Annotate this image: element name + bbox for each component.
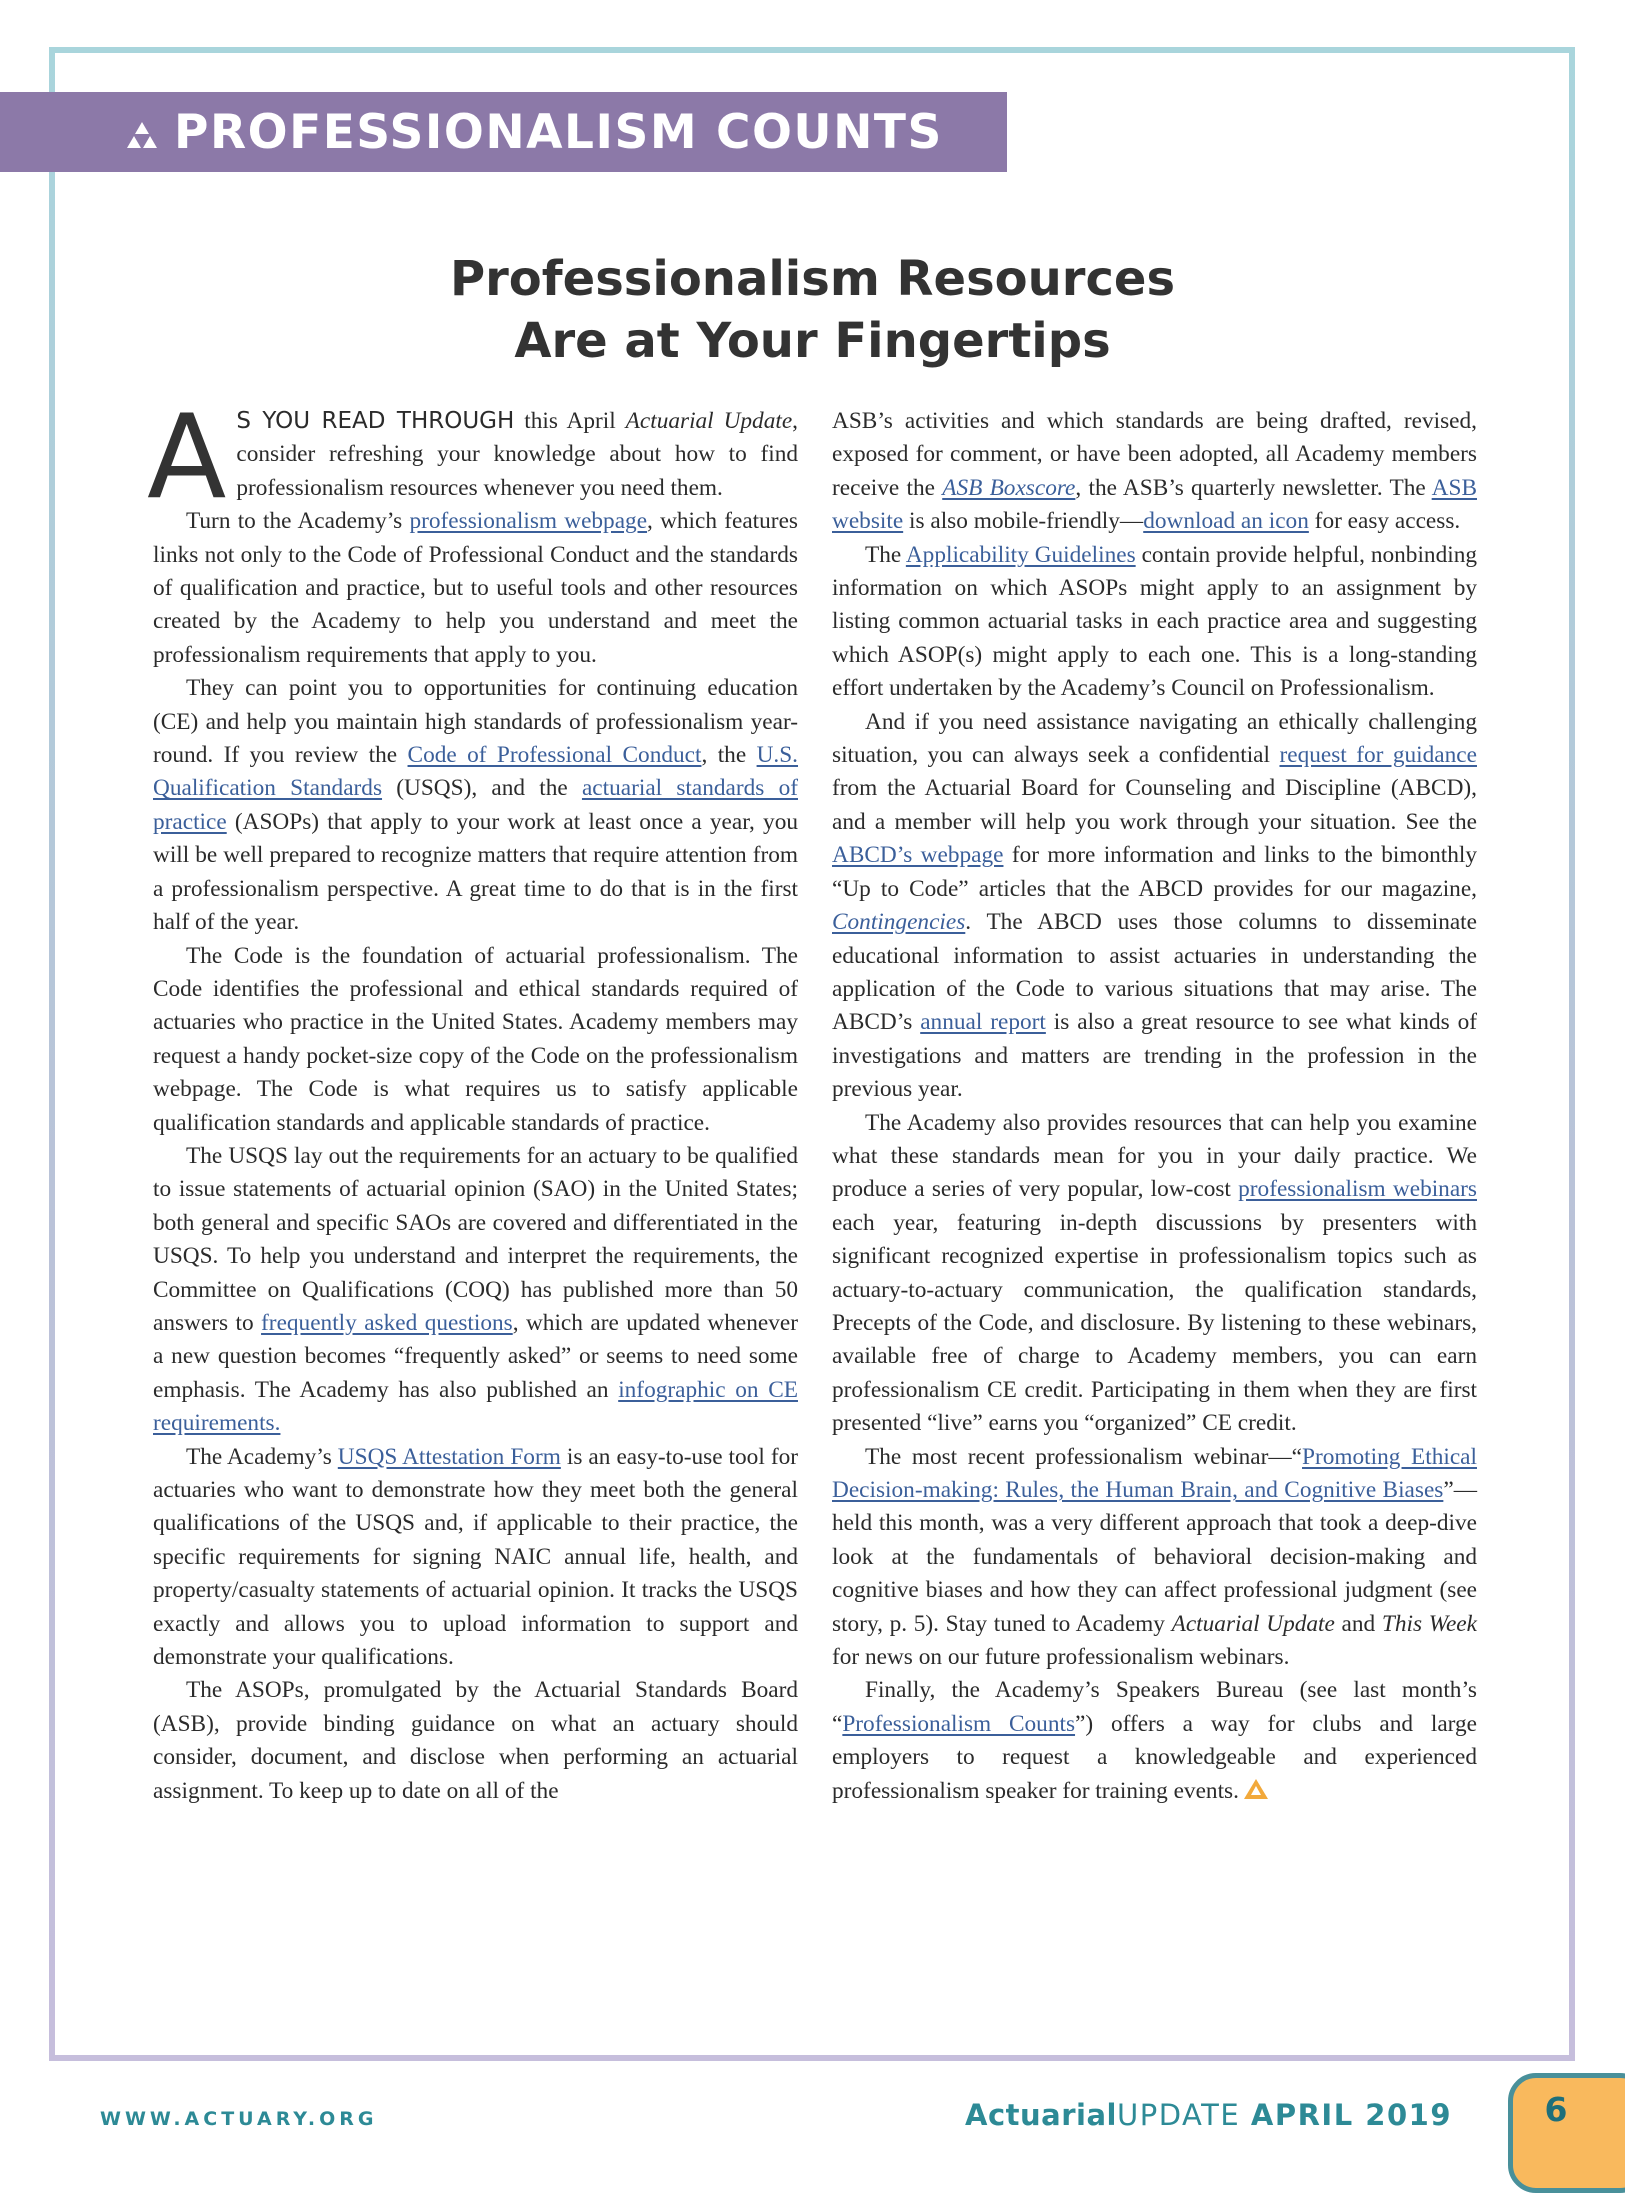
footer-url[interactable]: WWW.ACTUARY.ORG: [100, 2108, 378, 2130]
paragraph: [832, 1674, 1477, 1808]
end-of-article-triangle-icon: [1243, 1778, 1269, 1800]
publication-name: Actuarial Update: [625, 408, 793, 434]
left-column: [147, 390, 799, 1808]
paragraph: [832, 1107, 1477, 1441]
text: for more information and links to the bimonthly “Up to Code” articles that the ABCD provides for our magazine,: [832, 842, 1477, 902]
text: , consider refreshing your knowledge about how to find professionalism resources whenever you need them.: [236, 408, 798, 501]
text: Turn to the Academy’s: [186, 508, 410, 535]
paragraph: [153, 1441, 798, 1675]
text: each year, featuring in-depth discussions by presenters with significant recognized expertise in professionalism topics such as actuary-to-actuary communication, the qualification standards, Precepts of the Code, and disclosure. By listening to these webinars, available free of charge to Academy members, you can earn professionalism CE credit. Participating in them when they are first presented “live” earns you “organized” CE credit.: [832, 1209, 1477, 1437]
pub-name-part-2: UPDATE: [1117, 2098, 1241, 2132]
text: is also a great resource to see what kinds of investigations and matters are trending in the profession in the previous year.: [832, 1009, 1478, 1103]
annual-report-link[interactable]: annual report: [920, 1009, 1046, 1036]
text: (ASOPs) that apply to your work at least once a year, you will be well prepared to recognize matters that require attention from a professionalism perspective. A great time to do that is in the first half of the year.: [153, 808, 798, 936]
text: The most recent professionalism webinar—“: [865, 1443, 1303, 1470]
code-of-conduct-link[interactable]: Code of Professional Conduct: [407, 742, 702, 769]
text: The USQS lay out the requirements for an actuary to be qualified to issue statements of actuarial opinion (SAO) in the United States; both general and specific SAOs are covered and differentiated in the USQS. To help you understand and interpret the requirements, the Committee on Qualifications (COQ) has published more than 50 answers to: [153, 1142, 798, 1336]
abcd-webpage-link[interactable]: ABCD’s webpage: [832, 842, 1004, 869]
text: contain provide helpful, nonbinding information on which ASOPs might apply to an assignment by listing common actuarial tasks in each practice area and suggesting which ASOP(s) might apply to each one. This is a long-standing effort undertaken by the Academy’s Council on Professionalism.: [832, 541, 1477, 702]
title-line-1: Professionalism Resources: [449, 251, 1176, 307]
professionalism-webinars-link[interactable]: professionalism webinars: [1238, 1176, 1477, 1203]
text: And if you need assistance navigating an ethically challenging situation, you can always seek a confidential: [832, 708, 1477, 769]
paragraph: [832, 539, 1477, 706]
text: Finally, the Academy’s Speakers Bureau (see last month’s “: [832, 1677, 1477, 1737]
asops-link[interactable]: actuarial standards of practice: [153, 775, 798, 835]
text: , which are updated whenever a new question becomes “frequently asked” or seems to need some emphasis. The Academy has also published an: [153, 1309, 798, 1403]
request-for-guidance-link[interactable]: request for guidance: [1279, 742, 1477, 769]
article-title: [300, 248, 1325, 372]
webinar-title-link[interactable]: Promoting Ethical Decision-making: Rules, the Human Brain, and Cognitive Biases: [832, 1443, 1477, 1503]
publication-name: Actuarial Update: [1171, 1610, 1335, 1637]
paragraph: [153, 1674, 798, 1808]
ce-infographic-link[interactable]: infographic on CE requirements.: [153, 1376, 798, 1437]
professionalism-counts-link[interactable]: Professionalism Counts: [842, 1710, 1076, 1737]
contingencies-link[interactable]: [832, 909, 965, 935]
professionalism-webpage-link[interactable]: professionalism webpage: [409, 508, 648, 535]
text: for news on our future professionalism webinars.: [832, 1644, 1290, 1671]
asb-boxscore-text: ASB Boxscore: [942, 474, 1076, 501]
section-label: PROFESSIONALISM COUNTS: [174, 104, 943, 160]
download-icon-link[interactable]: download an icon: [1143, 508, 1309, 535]
paragraph: [832, 1441, 1477, 1675]
paragraph: [153, 505, 798, 672]
text: from the Actuarial Board for Counseling and Discipline (ABCD), and a member will help you work through your situation. See the: [832, 775, 1477, 835]
text: is an easy-to-use tool for actuaries who want to demonstrate how they meet both the general qualifications of the USQS and, if applicable to their practice, the specific requirements for signing NAIC annual life, health, and property/casualty statements of actuarial opinion. It tracks the USQS exactly and allows you to upload information to support and demonstrate your qualifications.: [153, 1443, 798, 1671]
text: for easy access.: [1308, 508, 1461, 535]
usqs-attestation-form-link[interactable]: USQS Attestation Form: [337, 1443, 561, 1470]
asb-boxscore-link[interactable]: [942, 475, 1075, 501]
text: is also mobile-friendly—: [903, 508, 1144, 535]
lead-in: S YOU READ THROUGH: [236, 408, 515, 434]
paragraph: [153, 940, 798, 1140]
text: ”—held this month, was a very different approach that took a deep-dive look at the fundamentals of behavioral decision-making and cognitive biases and how they can affect professional judgment (see story, p. 5). Stay tuned to Academy: [832, 1477, 1477, 1637]
faq-link[interactable]: frequently asked questions: [261, 1309, 513, 1336]
text: The: [865, 541, 906, 568]
title-line-2: Are at Your Fingertips: [514, 313, 1111, 369]
text: The ASOPs, promulgated by the Actuarial Standards Board (ASB), provide binding guidance on what an actuary should consider, document, and disclose when performing an actuarial assignment. To keep up to date on all of the: [153, 1677, 798, 1804]
asb-website-link[interactable]: ASB website: [832, 474, 1477, 535]
usqs-link[interactable]: U.S. Qualification Standards: [153, 742, 799, 802]
text: (USQS), and the: [382, 775, 582, 802]
text: , the ASB’s quarterly newsletter. The: [1075, 474, 1432, 501]
drop-cap: A: [147, 390, 227, 525]
right-column: [832, 405, 1477, 1808]
text: They can point you to opportunities for continuing education (CE) and help you maintain high standards of professionalism year-round. If you review the: [153, 675, 798, 769]
text: ”) offers a way for clubs and large employers to request a knowledgeable and experienced professionalism speaker for training events.: [832, 1710, 1478, 1804]
paragraph: [832, 706, 1477, 1107]
paragraph-continued: [832, 405, 1477, 539]
text: , the: [701, 742, 757, 769]
pub-name-part-1: Actuarial: [965, 2098, 1117, 2132]
publication-name: This Week: [1381, 1610, 1477, 1637]
contingencies-text: Contingencies: [832, 909, 966, 936]
text: this April: [514, 408, 626, 434]
text: The Code is the foundation of actuarial professionalism. The Code identifies the professional and ethical standards required of actuaries who practice in the United States. Academy members may request a handy pocket-size copy of the Code on the professionalism webpage. The Code is what requires us to satisfy applicable qualification standards and applicable standards of practice.: [153, 942, 798, 1136]
publication-footer: [965, 2098, 1452, 2132]
page-number: 6: [1544, 2090, 1568, 2129]
applicability-guidelines-link[interactable]: Applicability Guidelines: [905, 541, 1136, 568]
text: and: [1334, 1610, 1382, 1637]
triangle-logo-icon: [122, 120, 162, 150]
text: The Academy’s: [186, 1443, 338, 1470]
section-banner: [0, 92, 1007, 172]
text: . The ABCD uses those columns to disseminate educational information to assist actuaries in understanding the application of the Code to various situations that may arise. The ABCD’s: [832, 909, 1477, 1036]
text: ASB’s activities and which standards are being drafted, revised, exposed for comment, or have been adopted, all Academy members receive the: [832, 408, 1477, 501]
paragraph: [153, 1140, 798, 1441]
text: The Academy also provides resources that can help you examine what these standards mean for you in your daily practice. We produce a series of very popular, low-cost: [832, 1109, 1477, 1203]
text: , which features links not only to the Code of Professional Conduct and the standards of qualification and practice, but to useful tools and other resources created by the Academy to help you understand and meet the professionalism requirements that apply to you.: [153, 508, 798, 668]
issue-date: APRIL 2019: [1250, 2098, 1452, 2132]
paragraph: [153, 672, 798, 939]
